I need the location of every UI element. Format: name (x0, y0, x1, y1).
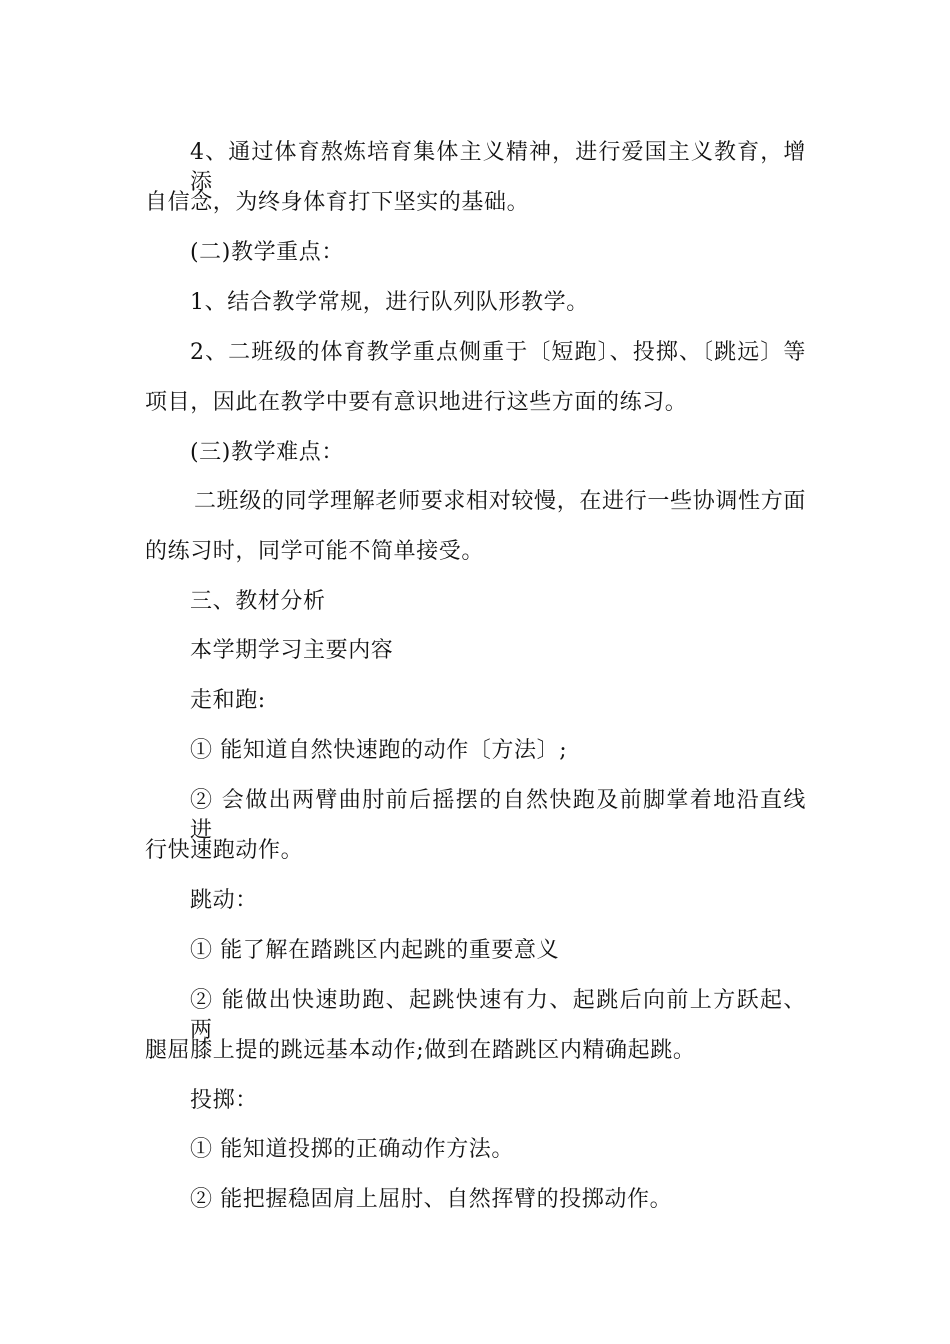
section-heading: (三)教学难点： (190, 440, 344, 465)
paragraph-line: 二班级的同学理解老师要求相对较慢，在进行一些协调性方面 (194, 489, 806, 514)
subsection-heading: 走和跑: (190, 688, 266, 713)
paragraph-line: 本学期学习主要内容 (190, 638, 394, 663)
paragraph-line: 项目，因此在教学中要有意识地进行这些方面的练习。 (145, 390, 688, 415)
list-item-continuation: 行快速跑动作。 (145, 838, 304, 863)
list-item: ② 会做出两臂曲肘前后摇摆的自然快跑及前脚掌着地沿直线进 (190, 788, 806, 843)
paragraph-line: 1、结合教学常规，进行队列队形教学。 (190, 290, 589, 315)
paragraph-line: 4、通过体育熬炼培育集体主义精神，进行爱国主义教育，增添 (190, 140, 806, 195)
section-heading: (二)教学重点： (190, 240, 344, 265)
section-heading: 三、教材分析 (190, 589, 326, 614)
list-item: ① 能知道自然快速跑的动作〔方法〕; (190, 738, 568, 763)
paragraph-line: 的练习时，同学可能不简单接受。 (145, 539, 485, 564)
list-item-continuation: 腿屈膝上提的跳远基本动作;做到在踏跳区内精确起跳。 (145, 1038, 696, 1063)
list-item: ② 能做出快速助跑、起跳快速有力、起跳后向前上方跃起、两 (190, 988, 806, 1043)
subsection-heading: 跳动： (190, 888, 258, 913)
subsection-heading: 投掷： (190, 1088, 258, 1113)
list-item: ① 能了解在踏跳区内起跳的重要意义 (190, 938, 560, 963)
paragraph-line: 自信念，为终身体育打下坚实的基础。 (145, 190, 530, 215)
list-item: ① 能知道投掷的正确动作方法。 (190, 1137, 514, 1162)
list-item: ② 能把握稳固肩上屈肘、自然挥臂的投掷动作。 (190, 1187, 673, 1212)
paragraph-line: 2、二班级的体育教学重点侧重于〔短跑〕、投掷、〔跳远〕等 (190, 340, 806, 365)
